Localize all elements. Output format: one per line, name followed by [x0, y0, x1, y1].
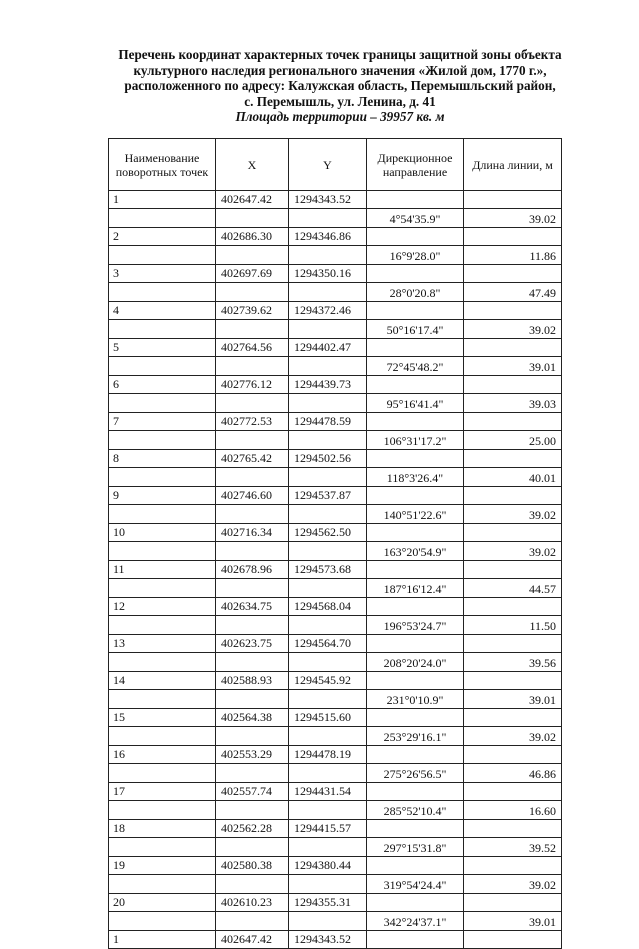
- cell-y: 1294415.57: [289, 820, 367, 838]
- cell-direction: 72°45'48.2": [367, 357, 464, 376]
- cell-x: 402647.42: [216, 191, 289, 209]
- cell-x: 402564.38: [216, 709, 289, 727]
- cell-point-name: 16: [109, 746, 216, 764]
- cell-direction: 208°20'24.0": [367, 653, 464, 672]
- cell-x: [216, 838, 289, 857]
- cell-y: 1294431.54: [289, 783, 367, 801]
- cell-x: [216, 283, 289, 302]
- cell-y: [289, 801, 367, 820]
- cell-length: 39.01: [464, 912, 562, 931]
- table-row: [109, 265, 562, 283]
- cell-length: [464, 820, 562, 838]
- table-row: [109, 912, 562, 931]
- cell-direction: 106°31'17.2": [367, 431, 464, 450]
- header-length: Длина линии, м: [464, 139, 562, 191]
- cell-point-name: 1: [109, 931, 216, 949]
- cell-direction: 253°29'16.1": [367, 727, 464, 746]
- cell-length: [464, 894, 562, 912]
- cell-x: [216, 246, 289, 265]
- table-row: [109, 450, 562, 468]
- cell-x: [216, 579, 289, 598]
- cell-x: 402746.60: [216, 487, 289, 505]
- table-row: [109, 228, 562, 246]
- cell-x: [216, 394, 289, 413]
- cell-direction: [367, 857, 464, 875]
- cell-direction: 285°52'10.4": [367, 801, 464, 820]
- cell-x: 402557.74: [216, 783, 289, 801]
- table-row: [109, 320, 562, 339]
- table-row: [109, 727, 562, 746]
- cell-y: 1294515.60: [289, 709, 367, 727]
- cell-length: [464, 746, 562, 764]
- cell-direction: 275°26'56.5": [367, 764, 464, 783]
- cell-y: [289, 542, 367, 561]
- cell-x: [216, 468, 289, 487]
- table-row: [109, 820, 562, 838]
- table-row: [109, 616, 562, 635]
- cell-point-name: 18: [109, 820, 216, 838]
- cell-x: 402553.29: [216, 746, 289, 764]
- cell-x: [216, 912, 289, 931]
- cell-x: [216, 616, 289, 635]
- cell-x: 402634.75: [216, 598, 289, 616]
- table-row: [109, 209, 562, 228]
- cell-direction: [367, 561, 464, 579]
- table-row: [109, 746, 562, 764]
- table-row: [109, 505, 562, 524]
- cell-y: [289, 394, 367, 413]
- cell-length: 47.49: [464, 283, 562, 302]
- title-line-1: Перечень координат характерных точек границы защитной зоны объекта: [118, 47, 562, 62]
- cell-y: [289, 616, 367, 635]
- cell-point-name: 19: [109, 857, 216, 875]
- cell-point-name: [109, 468, 216, 487]
- cell-point-name: 1: [109, 191, 216, 209]
- cell-point-name: [109, 579, 216, 598]
- cell-x: [216, 653, 289, 672]
- table-row: [109, 283, 562, 302]
- cell-direction: 140°51'22.6": [367, 505, 464, 524]
- cell-direction: 231°0'10.9": [367, 690, 464, 709]
- cell-point-name: [109, 764, 216, 783]
- cell-direction: [367, 931, 464, 949]
- cell-x: 402697.69: [216, 265, 289, 283]
- table-row: [109, 394, 562, 413]
- cell-point-name: [109, 875, 216, 894]
- cell-point-name: 9: [109, 487, 216, 505]
- cell-length: 40.01: [464, 468, 562, 487]
- cell-direction: [367, 413, 464, 431]
- table-row: [109, 246, 562, 265]
- table-row: [109, 191, 562, 209]
- cell-point-name: [109, 357, 216, 376]
- table-row: [109, 857, 562, 875]
- cell-point-name: 15: [109, 709, 216, 727]
- cell-x: 402588.93: [216, 672, 289, 690]
- cell-point-name: [109, 246, 216, 265]
- cell-point-name: [109, 209, 216, 228]
- table-row: [109, 579, 562, 598]
- cell-length: [464, 783, 562, 801]
- cell-direction: [367, 302, 464, 320]
- cell-length: [464, 598, 562, 616]
- cell-y: 1294350.16: [289, 265, 367, 283]
- cell-y: [289, 468, 367, 487]
- cell-direction: 4°54'35.9": [367, 209, 464, 228]
- cell-x: 402776.12: [216, 376, 289, 394]
- cell-direction: 28°0'20.8": [367, 283, 464, 302]
- cell-length: 39.02: [464, 727, 562, 746]
- cell-direction: [367, 672, 464, 690]
- cell-direction: 187°16'12.4": [367, 579, 464, 598]
- table-row: [109, 709, 562, 727]
- cell-point-name: 8: [109, 450, 216, 468]
- cell-point-name: [109, 616, 216, 635]
- cell-point-name: [109, 320, 216, 339]
- table-row: [109, 875, 562, 894]
- cell-direction: [367, 487, 464, 505]
- coordinates-table: [108, 138, 562, 949]
- cell-direction: [367, 894, 464, 912]
- cell-y: 1294568.04: [289, 598, 367, 616]
- cell-direction: 342°24'37.1": [367, 912, 464, 931]
- cell-point-name: 12: [109, 598, 216, 616]
- cell-point-name: 13: [109, 635, 216, 653]
- cell-length: 39.56: [464, 653, 562, 672]
- cell-y: 1294372.46: [289, 302, 367, 320]
- cell-point-name: [109, 912, 216, 931]
- table-row: [109, 690, 562, 709]
- table-row: [109, 431, 562, 450]
- table-row: [109, 838, 562, 857]
- cell-point-name: [109, 542, 216, 561]
- cell-x: [216, 209, 289, 228]
- table-row: [109, 376, 562, 394]
- cell-direction: 95°16'41.4": [367, 394, 464, 413]
- cell-point-name: 14: [109, 672, 216, 690]
- table-row: [109, 783, 562, 801]
- cell-point-name: 2: [109, 228, 216, 246]
- cell-length: 39.01: [464, 690, 562, 709]
- cell-length: 39.01: [464, 357, 562, 376]
- cell-y: 1294502.56: [289, 450, 367, 468]
- cell-direction: [367, 746, 464, 764]
- cell-y: [289, 727, 367, 746]
- table-row: [109, 672, 562, 690]
- cell-y: 1294380.44: [289, 857, 367, 875]
- cell-x: 402623.75: [216, 635, 289, 653]
- cell-length: 25.00: [464, 431, 562, 450]
- cell-length: 39.52: [464, 838, 562, 857]
- cell-point-name: 11: [109, 561, 216, 579]
- cell-length: [464, 339, 562, 357]
- cell-x: 402772.53: [216, 413, 289, 431]
- cell-x: [216, 764, 289, 783]
- cell-point-name: 17: [109, 783, 216, 801]
- cell-direction: 297°15'31.8": [367, 838, 464, 857]
- cell-length: [464, 487, 562, 505]
- cell-x: [216, 690, 289, 709]
- cell-y: [289, 209, 367, 228]
- area-line: Площадь территории – 39957 кв. м: [235, 109, 445, 125]
- cell-direction: [367, 339, 464, 357]
- cell-y: [289, 320, 367, 339]
- cell-y: [289, 838, 367, 857]
- header-y: Y: [289, 139, 367, 191]
- cell-direction: [367, 598, 464, 616]
- cell-length: [464, 265, 562, 283]
- cell-y: 1294343.52: [289, 191, 367, 209]
- cell-direction: [367, 524, 464, 542]
- table-row: [109, 635, 562, 653]
- cell-y: 1294355.31: [289, 894, 367, 912]
- cell-point-name: 3: [109, 265, 216, 283]
- cell-y: 1294573.68: [289, 561, 367, 579]
- document-title: [60, 47, 620, 125]
- cell-length: [464, 450, 562, 468]
- table-row: [109, 931, 562, 949]
- cell-point-name: [109, 801, 216, 820]
- cell-x: 402686.30: [216, 228, 289, 246]
- header-direction: Дирекционное направление: [367, 139, 464, 191]
- cell-length: 39.02: [464, 209, 562, 228]
- cell-y: [289, 431, 367, 450]
- cell-length: [464, 191, 562, 209]
- cell-length: [464, 524, 562, 542]
- cell-y: [289, 505, 367, 524]
- header-x: X: [216, 139, 289, 191]
- table-row: [109, 894, 562, 912]
- cell-y: [289, 690, 367, 709]
- cell-direction: [367, 820, 464, 838]
- cell-length: 11.50: [464, 616, 562, 635]
- cell-point-name: [109, 505, 216, 524]
- cell-direction: 50°16'17.4": [367, 320, 464, 339]
- cell-x: 402610.23: [216, 894, 289, 912]
- cell-x: 402580.38: [216, 857, 289, 875]
- cell-length: [464, 561, 562, 579]
- cell-point-name: 7: [109, 413, 216, 431]
- cell-y: 1294439.73: [289, 376, 367, 394]
- cell-x: [216, 505, 289, 524]
- table-row: [109, 413, 562, 431]
- cell-x: 402765.42: [216, 450, 289, 468]
- cell-y: [289, 579, 367, 598]
- cell-length: 16.60: [464, 801, 562, 820]
- cell-y: [289, 246, 367, 265]
- cell-point-name: [109, 431, 216, 450]
- cell-y: 1294478.59: [289, 413, 367, 431]
- table-row: [109, 561, 562, 579]
- cell-length: [464, 931, 562, 949]
- cell-length: [464, 672, 562, 690]
- cell-length: [464, 302, 562, 320]
- title-line-3: расположенного по адресу: Калужская область, Перемышльский район,: [124, 78, 556, 94]
- cell-point-name: 4: [109, 302, 216, 320]
- cell-direction: [367, 265, 464, 283]
- table-row: [109, 357, 562, 376]
- cell-x: [216, 357, 289, 376]
- cell-length: 39.02: [464, 542, 562, 561]
- cell-length: 39.02: [464, 875, 562, 894]
- cell-y: 1294564.70: [289, 635, 367, 653]
- cell-length: 11.86: [464, 246, 562, 265]
- cell-length: 44.57: [464, 579, 562, 598]
- cell-y: [289, 875, 367, 894]
- cell-direction: [367, 228, 464, 246]
- cell-x: [216, 542, 289, 561]
- cell-y: 1294545.92: [289, 672, 367, 690]
- cell-length: 39.03: [464, 394, 562, 413]
- cell-x: [216, 875, 289, 894]
- cell-x: 402678.96: [216, 561, 289, 579]
- table-header-row: [109, 139, 562, 191]
- cell-y: [289, 283, 367, 302]
- cell-point-name: 20: [109, 894, 216, 912]
- cell-length: [464, 228, 562, 246]
- table-row: [109, 764, 562, 783]
- table-row: [109, 801, 562, 820]
- cell-point-name: [109, 394, 216, 413]
- cell-direction: 163°20'54.9": [367, 542, 464, 561]
- cell-y: [289, 912, 367, 931]
- cell-direction: [367, 783, 464, 801]
- cell-y: 1294537.87: [289, 487, 367, 505]
- cell-length: [464, 413, 562, 431]
- cell-direction: [367, 709, 464, 727]
- cell-y: [289, 357, 367, 376]
- cell-length: [464, 857, 562, 875]
- cell-direction: 16°9'28.0": [367, 246, 464, 265]
- cell-point-name: [109, 283, 216, 302]
- cell-direction: [367, 376, 464, 394]
- table-row: [109, 302, 562, 320]
- table-row: [109, 339, 562, 357]
- cell-direction: [367, 191, 464, 209]
- title-line-4: с. Перемышль, ул. Ленина, д. 41: [244, 93, 436, 109]
- cell-x: [216, 727, 289, 746]
- cell-y: 1294346.86: [289, 228, 367, 246]
- cell-y: 1294402.47: [289, 339, 367, 357]
- cell-x: [216, 320, 289, 339]
- table-row: [109, 524, 562, 542]
- cell-length: [464, 709, 562, 727]
- table-row: [109, 487, 562, 505]
- cell-x: 402739.62: [216, 302, 289, 320]
- cell-x: 402764.56: [216, 339, 289, 357]
- cell-length: 39.02: [464, 320, 562, 339]
- cell-y: [289, 653, 367, 672]
- cell-direction: 196°53'24.7": [367, 616, 464, 635]
- cell-point-name: 10: [109, 524, 216, 542]
- table-row: [109, 598, 562, 616]
- cell-x: 402716.34: [216, 524, 289, 542]
- cell-length: [464, 635, 562, 653]
- cell-length: 39.02: [464, 505, 562, 524]
- cell-direction: [367, 450, 464, 468]
- cell-point-name: [109, 653, 216, 672]
- cell-point-name: [109, 690, 216, 709]
- header-point-name: Наименование поворотных точек: [109, 139, 216, 191]
- table-row: [109, 468, 562, 487]
- cell-length: [464, 376, 562, 394]
- table-row: [109, 653, 562, 672]
- cell-point-name: [109, 727, 216, 746]
- table-row: [109, 542, 562, 561]
- cell-x: 402647.42: [216, 931, 289, 949]
- cell-x: 402562.28: [216, 820, 289, 838]
- cell-y: 1294478.19: [289, 746, 367, 764]
- cell-y: 1294562.50: [289, 524, 367, 542]
- cell-direction: 118°3'26.4": [367, 468, 464, 487]
- title-line-2: культурного наследия регионального значения «Жилой дом, 1770 г.»,: [133, 62, 547, 78]
- cell-point-name: [109, 838, 216, 857]
- cell-direction: 319°54'24.4": [367, 875, 464, 894]
- table-body: [109, 191, 562, 949]
- cell-y: 1294343.52: [289, 931, 367, 949]
- cell-point-name: 5: [109, 339, 216, 357]
- cell-point-name: 6: [109, 376, 216, 394]
- cell-direction: [367, 635, 464, 653]
- cell-x: [216, 431, 289, 450]
- cell-x: [216, 801, 289, 820]
- cell-length: 46.86: [464, 764, 562, 783]
- cell-y: [289, 764, 367, 783]
